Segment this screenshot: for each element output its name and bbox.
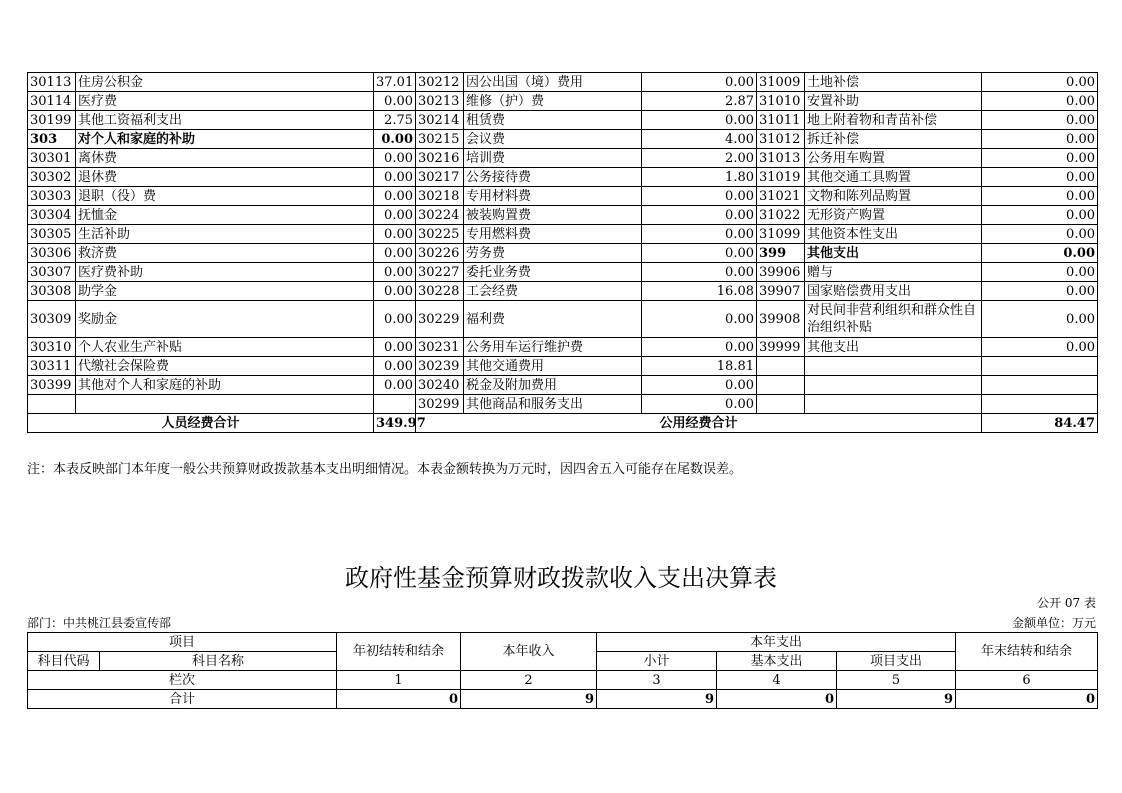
item-code: 31022 — [757, 206, 805, 225]
item-name: 生活补助 — [76, 225, 374, 244]
total-value: 0 — [956, 690, 1098, 709]
item-amount: 0.00 — [374, 149, 416, 168]
header-subtotal: 小计 — [597, 652, 717, 671]
personnel-total-value: 349.97 — [374, 414, 416, 433]
table-row — [28, 187, 1098, 206]
item-code: 31013 — [757, 149, 805, 168]
item-code: 30306 — [28, 244, 76, 263]
item-amount: 0.00 — [642, 111, 757, 130]
item-name: 抚恤金 — [76, 206, 374, 225]
item-amount — [982, 376, 1098, 395]
item-amount: 0.00 — [374, 225, 416, 244]
table-row — [28, 168, 1098, 187]
total-value: 9 — [597, 690, 717, 709]
item-name: 拆迁补偿 — [805, 130, 982, 149]
item-name: 文物和陈列品购置 — [805, 187, 982, 206]
item-code: 30240 — [416, 376, 464, 395]
item-amount: 0.00 — [642, 206, 757, 225]
item-amount: 0.00 — [982, 73, 1098, 92]
column-number: 6 — [956, 671, 1098, 690]
table-row — [28, 225, 1098, 244]
item-code: 30113 — [28, 73, 76, 92]
column-number-label: 栏次 — [28, 671, 337, 690]
item-name: 会议费 — [464, 130, 642, 149]
item-name — [805, 376, 982, 395]
item-name: 退职（役）费 — [76, 187, 374, 206]
item-name: 奖励金 — [76, 301, 374, 338]
item-amount: 0.00 — [642, 301, 757, 338]
fund-table-title: 政府性基金预算财政拨款收入支出决算表 — [345, 564, 777, 592]
total-value: 9 — [837, 690, 956, 709]
item-name: 医疗费 — [76, 92, 374, 111]
item-name: 安置补助 — [805, 92, 982, 111]
item-name: 劳务费 — [464, 244, 642, 263]
item-amount: 0.00 — [374, 301, 416, 338]
item-code: 303 — [28, 130, 76, 149]
item-name: 土地补偿 — [805, 73, 982, 92]
item-name: 其他交通费用 — [464, 357, 642, 376]
item-code: 31099 — [757, 225, 805, 244]
item-code: 30227 — [416, 263, 464, 282]
item-code: 30311 — [28, 357, 76, 376]
item-amount: 0.00 — [374, 206, 416, 225]
table-row — [28, 395, 1098, 414]
public-total-label: 公用经费合计 — [416, 414, 982, 433]
item-amount: 0.00 — [982, 225, 1098, 244]
table-row — [28, 73, 1098, 92]
table-row — [28, 282, 1098, 301]
item-name: 专用材料费 — [464, 187, 642, 206]
item-code: 30218 — [416, 187, 464, 206]
item-amount: 0.00 — [642, 244, 757, 263]
item-name: 其他资本性支出 — [805, 225, 982, 244]
fund-budget-table — [27, 632, 1098, 709]
item-code: 30399 — [28, 376, 76, 395]
item-code: 39907 — [757, 282, 805, 301]
table-row — [28, 111, 1098, 130]
item-amount: 0.00 — [982, 338, 1098, 357]
item-name: 工会经费 — [464, 282, 642, 301]
item-amount: 0.00 — [374, 338, 416, 357]
item-name: 因公出国（境）费用 — [464, 73, 642, 92]
item-name: 离休费 — [76, 149, 374, 168]
item-code: 30308 — [28, 282, 76, 301]
item-code: 30307 — [28, 263, 76, 282]
item-amount: 0.00 — [374, 263, 416, 282]
item-code — [28, 395, 76, 414]
item-amount: 0.00 — [982, 282, 1098, 301]
item-code: 39999 — [757, 338, 805, 357]
item-name: 培训费 — [464, 149, 642, 168]
item-amount — [982, 395, 1098, 414]
item-name: 公务接待费 — [464, 168, 642, 187]
header-subject-name: 科目名称 — [100, 652, 337, 671]
header-expenditure: 本年支出 — [597, 633, 956, 652]
public-total-value: 84.47 — [982, 414, 1098, 433]
item-code: 30213 — [416, 92, 464, 111]
item-code: 39906 — [757, 263, 805, 282]
expenditure-detail-table — [27, 72, 1098, 433]
item-code: 399 — [757, 244, 805, 263]
item-code: 30199 — [28, 111, 76, 130]
column-number: 2 — [461, 671, 597, 690]
item-amount: 0.00 — [374, 187, 416, 206]
item-code: 31009 — [757, 73, 805, 92]
total-label: 合计 — [28, 690, 337, 709]
item-amount: 0.00 — [642, 225, 757, 244]
item-amount: 0.00 — [982, 168, 1098, 187]
item-name: 其他交通工具购置 — [805, 168, 982, 187]
header-row-1 — [28, 633, 1098, 652]
item-amount: 1.80 — [642, 168, 757, 187]
item-amount: 0.00 — [982, 206, 1098, 225]
header-income: 本年收入 — [461, 633, 597, 671]
item-amount: 0.00 — [374, 376, 416, 395]
item-name: 委托业务费 — [464, 263, 642, 282]
item-name: 地上附着物和青苗补偿 — [805, 111, 982, 130]
item-name: 医疗费补助 — [76, 263, 374, 282]
item-code: 30114 — [28, 92, 76, 111]
item-amount: 0.00 — [642, 187, 757, 206]
item-name — [805, 395, 982, 414]
item-code: 39908 — [757, 301, 805, 338]
item-code: 30239 — [416, 357, 464, 376]
item-code: 31010 — [757, 92, 805, 111]
item-name: 维修（护）费 — [464, 92, 642, 111]
column-number: 4 — [717, 671, 837, 690]
item-name: 代缴社会保险费 — [76, 357, 374, 376]
item-code: 30226 — [416, 244, 464, 263]
item-name: 个人农业生产补贴 — [76, 338, 374, 357]
table-row — [28, 244, 1098, 263]
item-code: 30231 — [416, 338, 464, 357]
item-code: 30229 — [416, 301, 464, 338]
item-code: 30216 — [416, 149, 464, 168]
item-name: 助学金 — [76, 282, 374, 301]
item-name: 税金及附加费用 — [464, 376, 642, 395]
item-code: 30303 — [28, 187, 76, 206]
item-name: 对民间非营利组织和群众性自治组织补贴 — [805, 301, 982, 338]
item-code: 31011 — [757, 111, 805, 130]
table-row — [28, 263, 1098, 282]
item-amount: 0.00 — [982, 244, 1098, 263]
item-name: 专用燃料费 — [464, 225, 642, 244]
item-code: 30302 — [28, 168, 76, 187]
item-amount: 0.00 — [642, 338, 757, 357]
item-name: 公务用车购置 — [805, 149, 982, 168]
item-amount: 16.08 — [642, 282, 757, 301]
table-row — [28, 376, 1098, 395]
item-name: 救济费 — [76, 244, 374, 263]
item-name: 退休费 — [76, 168, 374, 187]
item-amount: 0.00 — [374, 130, 416, 149]
item-code — [757, 376, 805, 395]
item-code: 30310 — [28, 338, 76, 357]
item-name: 其他对个人和家庭的补助 — [76, 376, 374, 395]
total-row — [28, 690, 1098, 709]
item-code — [757, 395, 805, 414]
item-amount: 2.00 — [642, 149, 757, 168]
form-number: 公开 07 表 — [1037, 596, 1096, 610]
item-amount: 0.00 — [982, 187, 1098, 206]
item-amount: 4.00 — [642, 130, 757, 149]
item-amount: 0.00 — [374, 357, 416, 376]
item-name: 国家赔偿费用支出 — [805, 282, 982, 301]
item-code: 30224 — [416, 206, 464, 225]
column-number: 3 — [597, 671, 717, 690]
item-code: 31019 — [757, 168, 805, 187]
table-note: 注：本表反映部门本年度一般公共预算财政拨款基本支出明细情况。本表金额转换为万元时，因四舍五入可能存在尾数误差。 — [27, 462, 743, 477]
item-name: 其他支出 — [805, 244, 982, 263]
item-code: 30225 — [416, 225, 464, 244]
item-amount: 0.00 — [982, 149, 1098, 168]
item-name: 被装购置费 — [464, 206, 642, 225]
item-amount: 0.00 — [642, 263, 757, 282]
item-code: 30217 — [416, 168, 464, 187]
column-number: 1 — [337, 671, 461, 690]
item-name: 福利费 — [464, 301, 642, 338]
table-row — [28, 92, 1098, 111]
item-name: 其他工资福利支出 — [76, 111, 374, 130]
header-basic-exp: 基本支出 — [717, 652, 837, 671]
item-code: 30215 — [416, 130, 464, 149]
table-row — [28, 206, 1098, 225]
item-amount: 0.00 — [982, 111, 1098, 130]
item-amount: 0.00 — [374, 282, 416, 301]
item-amount: 0.00 — [642, 73, 757, 92]
item-amount: 0.00 — [374, 168, 416, 187]
item-code: 31012 — [757, 130, 805, 149]
item-code: 30309 — [28, 301, 76, 338]
item-code: 30212 — [416, 73, 464, 92]
header-opening-balance: 年初结转和结余 — [337, 633, 461, 671]
item-amount: 0.00 — [982, 92, 1098, 111]
table-row — [28, 338, 1098, 357]
item-code: 30214 — [416, 111, 464, 130]
item-amount: 2.87 — [642, 92, 757, 111]
column-number: 5 — [837, 671, 956, 690]
item-name: 无形资产购置 — [805, 206, 982, 225]
table-row — [28, 130, 1098, 149]
amount-unit-label: 金额单位：万元 — [1011, 616, 1096, 630]
item-code: 30304 — [28, 206, 76, 225]
header-closing-balance: 年末结转和结余 — [956, 633, 1098, 671]
item-amount: 0.00 — [374, 92, 416, 111]
item-name — [805, 357, 982, 376]
item-amount — [982, 357, 1098, 376]
item-amount: 18.81 — [642, 357, 757, 376]
item-name: 公务用车运行维护费 — [464, 338, 642, 357]
item-name: 赠与 — [805, 263, 982, 282]
header-subject-code: 科目代码 — [28, 652, 100, 671]
personnel-total-label: 人员经费合计 — [28, 414, 374, 433]
item-code: 30301 — [28, 149, 76, 168]
item-amount: 0.00 — [642, 395, 757, 414]
item-name: 其他支出 — [805, 338, 982, 357]
item-amount: 37.01 — [374, 73, 416, 92]
item-amount — [374, 395, 416, 414]
item-amount: 0.00 — [642, 376, 757, 395]
table-row — [28, 357, 1098, 376]
item-code — [757, 357, 805, 376]
header-item: 项目 — [28, 633, 337, 652]
item-amount: 0.00 — [982, 301, 1098, 338]
item-name — [76, 395, 374, 414]
total-value: 9 — [461, 690, 597, 709]
item-code: 31021 — [757, 187, 805, 206]
item-code: 30299 — [416, 395, 464, 414]
item-amount: 2.75 — [374, 111, 416, 130]
total-value: 0 — [717, 690, 837, 709]
table-row — [28, 149, 1098, 168]
item-code: 30228 — [416, 282, 464, 301]
item-name: 住房公积金 — [76, 73, 374, 92]
item-name: 对个人和家庭的补助 — [76, 130, 374, 149]
item-code: 30305 — [28, 225, 76, 244]
department-label: 部门：中共桃江县委宣传部 — [27, 616, 172, 630]
item-amount: 0.00 — [982, 263, 1098, 282]
total-value: 0 — [337, 690, 461, 709]
item-name: 租赁费 — [464, 111, 642, 130]
item-name: 其他商品和服务支出 — [464, 395, 642, 414]
table-row — [28, 301, 1098, 338]
item-amount: 0.00 — [982, 130, 1098, 149]
item-amount: 0.00 — [374, 244, 416, 263]
totals-row — [28, 414, 1098, 433]
header-project-exp: 项目支出 — [837, 652, 956, 671]
column-number-row — [28, 671, 1098, 690]
